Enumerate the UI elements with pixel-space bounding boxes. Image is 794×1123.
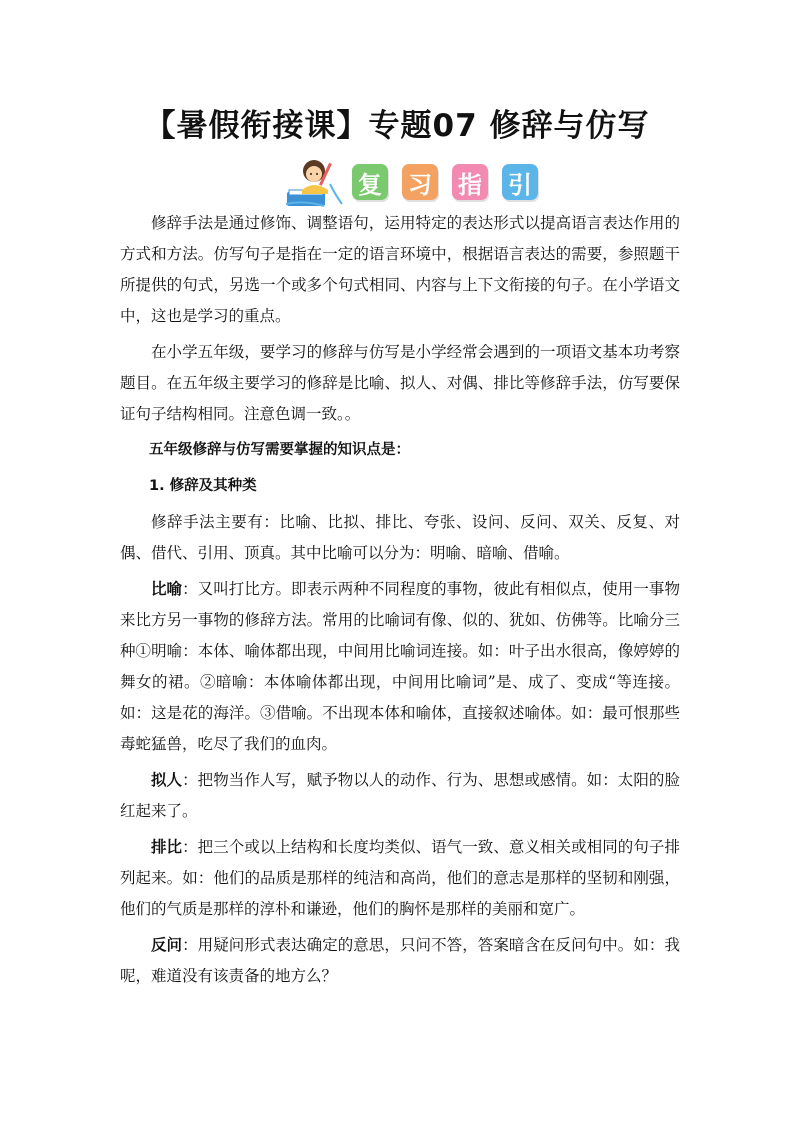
guide-tile-zhi: 指 [452, 164, 488, 200]
intro-paragraph: 修辞手法是通过修饰、调整语句，运用特定的表达形式以提高语言表达作用的方式和方法。仿写句子是指在一定的语言环境中，根据语言表达的需要，参照题干所提供的句式，另选一个或多个句式相同、内容与上下文衔接的句子。在小学语文中，这也是学习的重点。 [120, 214, 680, 325]
personification-paragraph [120, 765, 680, 827]
rhetorical-question-text: ：用疑问形式表达确定的意思，只问不答，答案暗含在反问句中。如：我呢，难道没有该责备的地方么？ [120, 936, 680, 985]
grade-five-paragraph: 在小学五年级，要学习的修辞与仿写是小学经常会遇到的一项语文基本功考察题目。在五年级主要学习的修辞是比喻、拟人、对偶、排比等修辞手法，仿写要保证句子结构相同。注意色调一致。。 [120, 343, 680, 423]
section-heading-rhetoric-types: 1. 修辞及其种类 [149, 478, 257, 494]
guide-tile-fu: 复 [352, 164, 388, 200]
knowledge-heading: 五年级修辞与仿写需要掌握的知识点是： [149, 442, 410, 458]
document-title: 【暑假衔接课】专题07 修辞与仿写 [144, 108, 650, 144]
parallelism-text: ：把三个或以上结构和长度均类似、语气一致、意义相关或相同的句子排列起来。如：他们的品质是那样的纯洁和高尚，他们的意志是那样的坚韧和刚强，他们的气质是那样的淳朴和谦逊，他们的胸怀是那样的美丽和宽广。 [120, 838, 680, 918]
metaphor-paragraph [120, 574, 680, 760]
parallelism-paragraph [120, 832, 680, 925]
guide-tile-xi: 习 [402, 164, 438, 200]
term-rhetorical-question: 反问 [151, 936, 183, 954]
personification-text: ：把物当作人写，赋予物以人的动作、行为、思想或感情。如：太阳的脸红起来了。 [120, 771, 680, 820]
review-guide-banner [284, 154, 552, 210]
term-metaphor: 比喻 [151, 580, 183, 598]
rhetorical-question-paragraph [120, 930, 680, 992]
document-body [120, 208, 680, 997]
term-personification: 拟人 [151, 771, 183, 789]
metaphor-text: ：又叫打比方。即表示两种不同程度的事物，彼此有相似点，使用一事物来比方另一事物的修辞方法。常用的比喻词有像、似的、犹如、仿佛等。比喻分三种①明喻：本体、喻体都出现，中间用比喻词连接。如：叶子出水很高，像婷婷的舞女的裙。②暗喻：本体喻体都出现，中间用比喻词”是、成了、变成“等连接。如：这是花的海洋。③借喻。不出现本体和喻体，直接叙述喻体。如：最可恨那些毒蛇猛兽，吃尽了我们的血肉。 [120, 580, 680, 753]
guide-tile-yin: 引 [502, 164, 538, 200]
rhetoric-list-paragraph: 修辞手法主要有：比喻、比拟、排比、夸张、设问、反问、双关、反复、对偶、借代、引用、顶真。其中比喻可以分为：明喻、暗喻、借喻。 [120, 513, 680, 562]
term-parallelism: 排比 [151, 838, 183, 856]
student-reading-icon [284, 154, 344, 210]
